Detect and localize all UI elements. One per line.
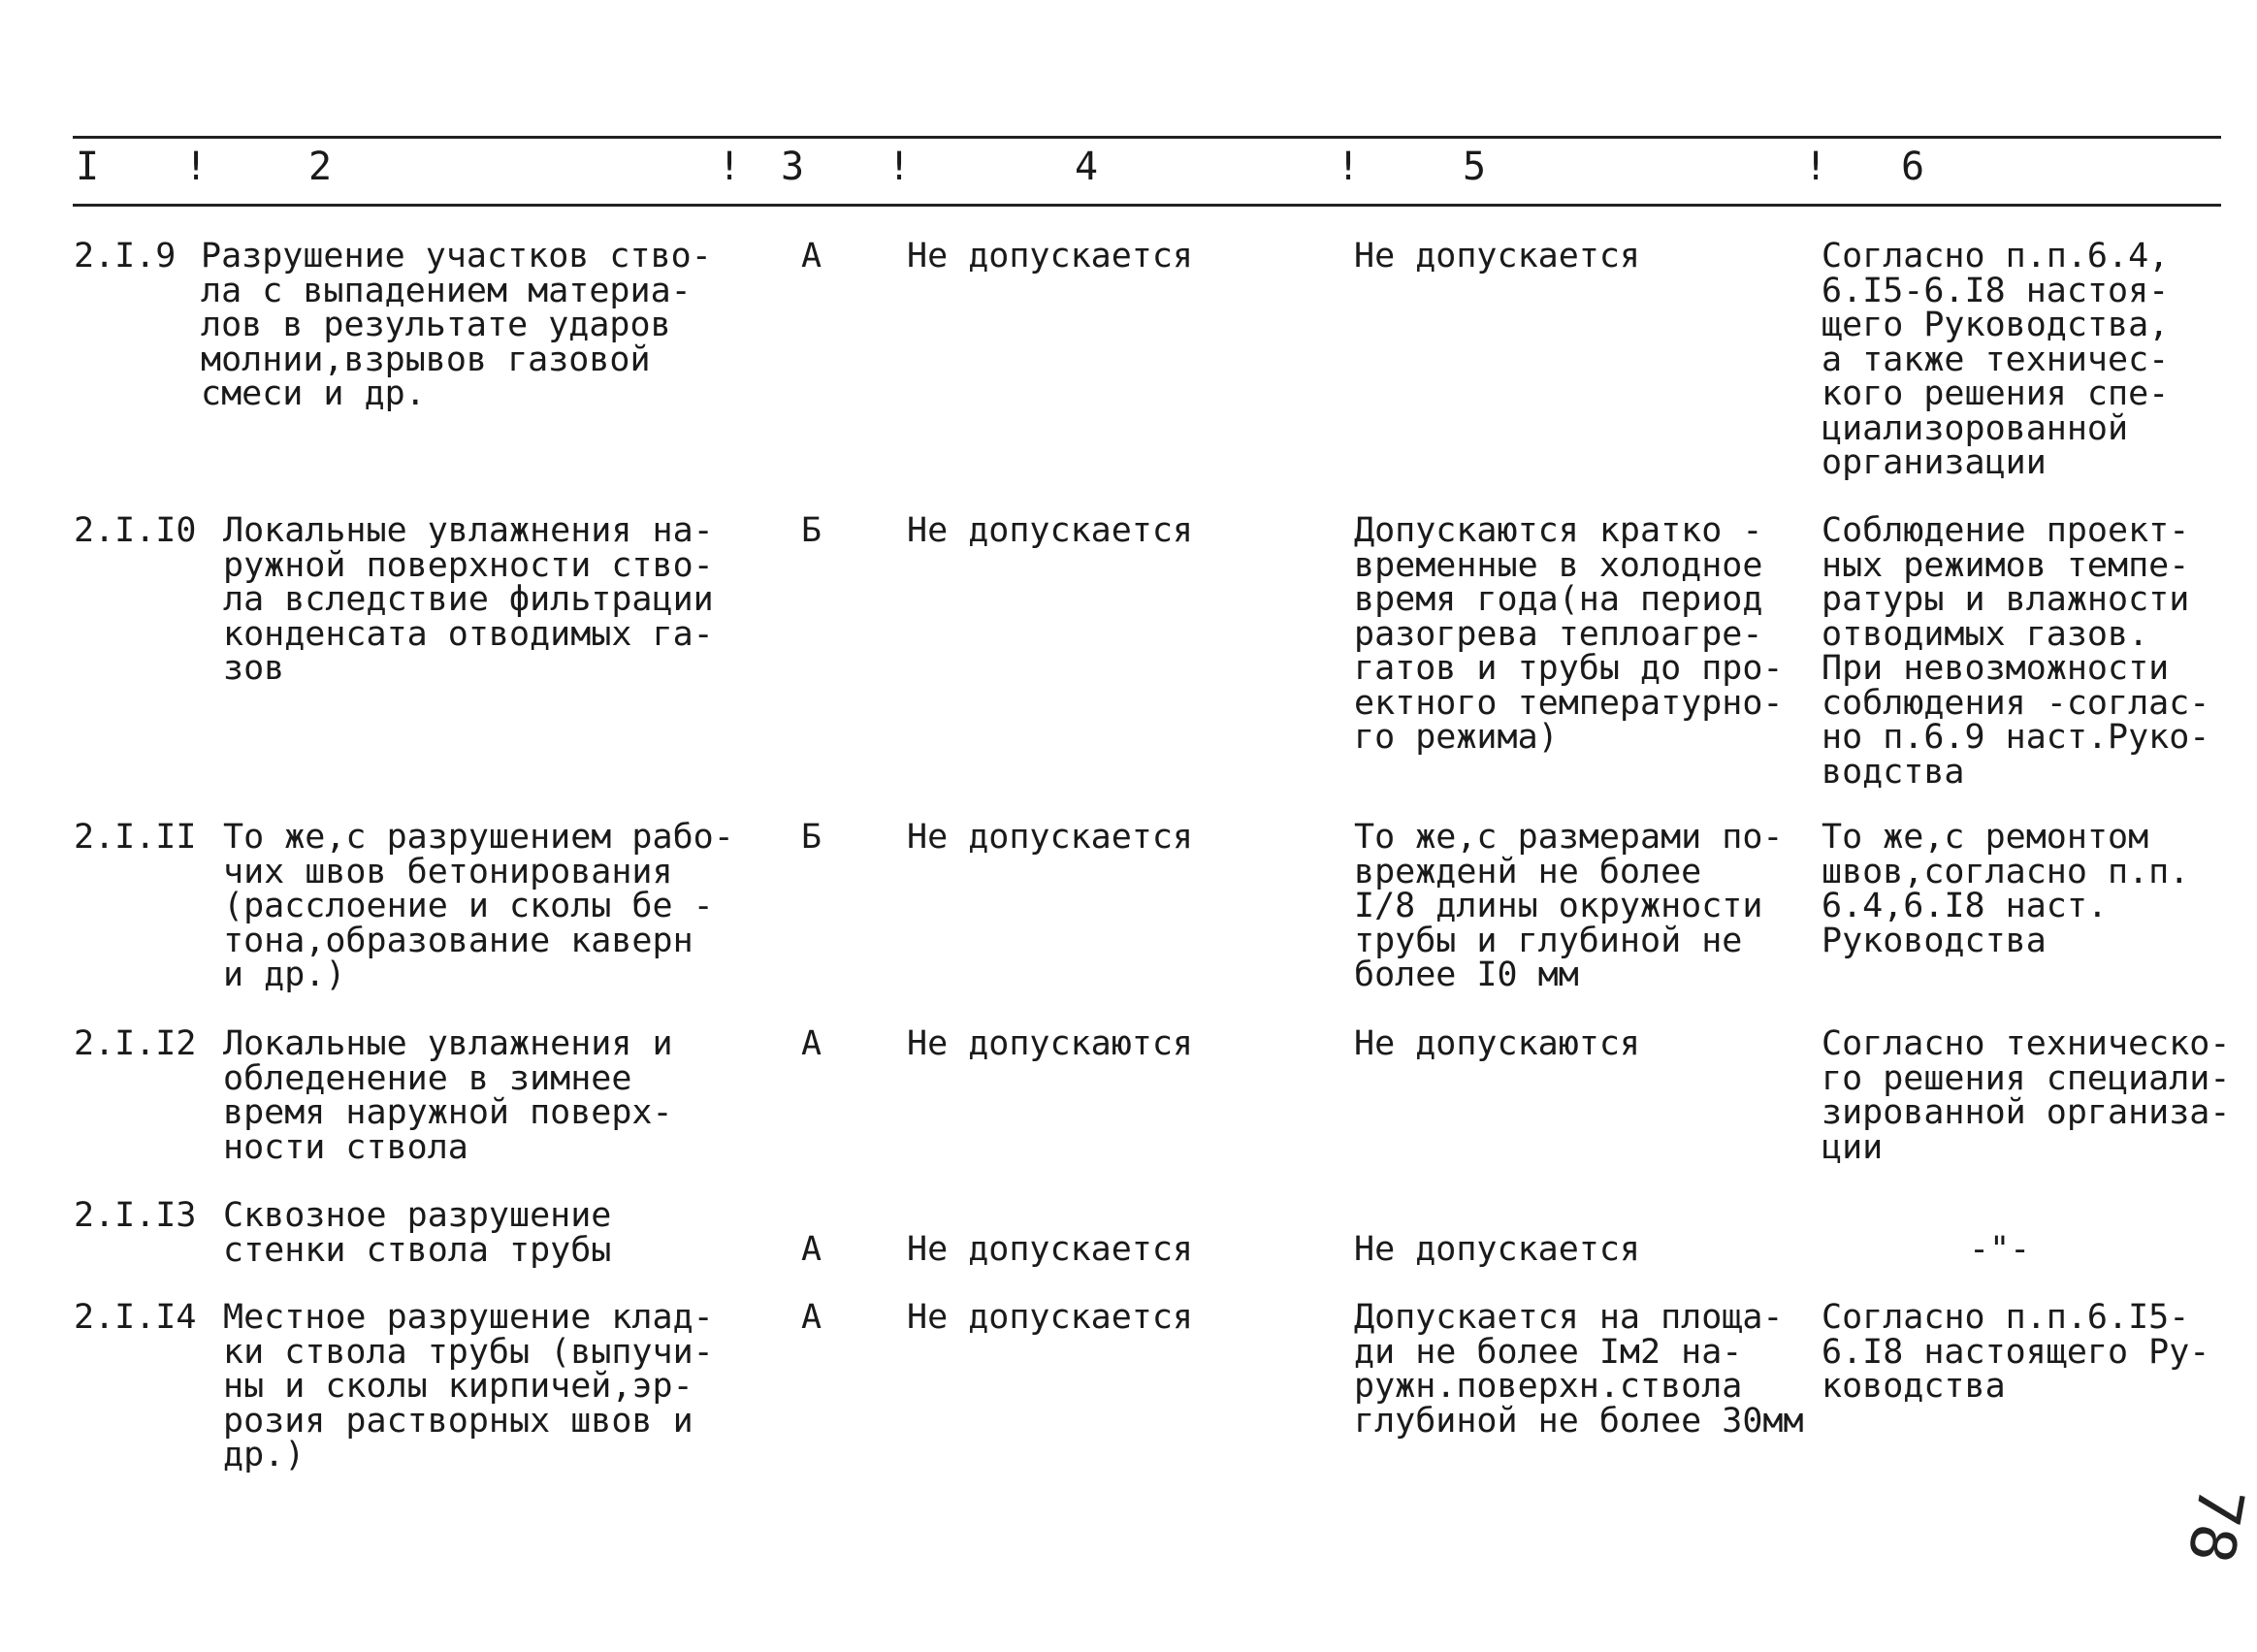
header-col-6: 6 [1901,145,1925,189]
row-col6: То же,с ремонтом швов,согласно п.п. 6.4,6.I8 наст. Руководства [1822,818,2190,960]
row-category: А [801,1230,822,1269]
row-category: Б [801,818,822,857]
row-number: 2.I.9 [74,237,177,275]
row-col6: Согласно техническо- го решения специали- зированной организа- ции [1822,1024,2231,1167]
row-category: А [801,237,822,275]
row-description: То же,с разрушением рабо- чих швов бетонирования (расслоение и сколы бе - тона,образование каверн и др.) [223,818,734,994]
header-col-1: I [76,145,100,189]
row-number: 2.I.I4 [74,1298,197,1337]
header-col-2: 2 [308,145,333,189]
row-col4: Не допускается [907,237,1194,275]
header-separator: ! [887,145,912,189]
header-separator: ! [184,145,209,189]
row-col4: Не допускается [907,818,1194,857]
header-separator: ! [718,145,742,189]
row-col6: Согласно п.п.6.4, 6.I5-6.I8 настоя- щего Руководства, а также техничес- кого решения спе- циализорованной организации [1822,237,2170,482]
row-description: Сквозное разрушение стенки ствола трубы [223,1196,612,1270]
page-number: 78 [2173,1481,2257,1569]
header-top-rule [73,136,2221,139]
header-col-5: 5 [1463,145,1487,189]
row-col4: Не допускается [907,1298,1194,1337]
row-description: Локальные увлажнения на- ружной поверхности ство- ла вследствие фильтрации конденсата отводимых га- зов [223,511,714,688]
row-col5: Допускаются кратко - временные в холодное время года(на период разогрева теплоагре- гатов и трубы до про- ектного температурно- го режима) [1354,511,1784,757]
row-category: А [801,1024,822,1063]
row-col5: Допускается на площа- ди не более Iм2 на- ружн.поверхн.ствола глубиной не более 30мм [1354,1298,1804,1441]
header-separator: ! [1337,145,1361,189]
row-number: 2.I.I2 [74,1024,197,1063]
row-col6: Согласно п.п.6.I5- 6.I8 настоящего Ру- ководства [1822,1298,2210,1406]
row-category: Б [801,511,822,550]
header-separator: ! [1804,145,1828,189]
row-col6: Соблюдение проект- ных режимов темпе- ратуры и влажности отводимых газов. При невозможности соблюдения -соглас- но п.6.9 наст.Руко- водства [1822,511,2210,792]
row-description: Разрушение участков ство- ла с выпадением материа- лов в результате ударов молнии,взрывов газовой смеси и др. [201,237,712,413]
header-col-3: 3 [781,145,805,189]
row-number: 2.I.I3 [74,1196,197,1235]
row-description: Местное разрушение клад- ки ствола трубы (выпучи- ны и сколы кирпичей,эр- розия растворных швов и др.) [223,1298,714,1474]
row-number: 2.I.I0 [74,511,197,550]
row-col5: То же,с размерами по- врежденй не более I/8 длины окружности трубы и глубиной не более I0 мм [1354,818,1784,994]
row-description: Локальные увлажнения и обледенение в зимнее время наружной поверх- ности ствола [223,1024,673,1167]
row-col5: Не допускаются [1354,1024,1641,1063]
row-col4: Не допускается [907,1230,1194,1269]
row-col5: Не допускается [1354,237,1641,275]
row-col6: -"- [1969,1230,2031,1269]
row-number: 2.I.II [74,818,197,857]
header-col-4: 4 [1075,145,1099,189]
row-category: А [801,1298,822,1337]
header-bottom-rule [73,204,2221,207]
row-col4: Не допускается [907,511,1194,550]
row-col5: Не допускается [1354,1230,1641,1269]
row-col4: Не допускаются [907,1024,1194,1063]
